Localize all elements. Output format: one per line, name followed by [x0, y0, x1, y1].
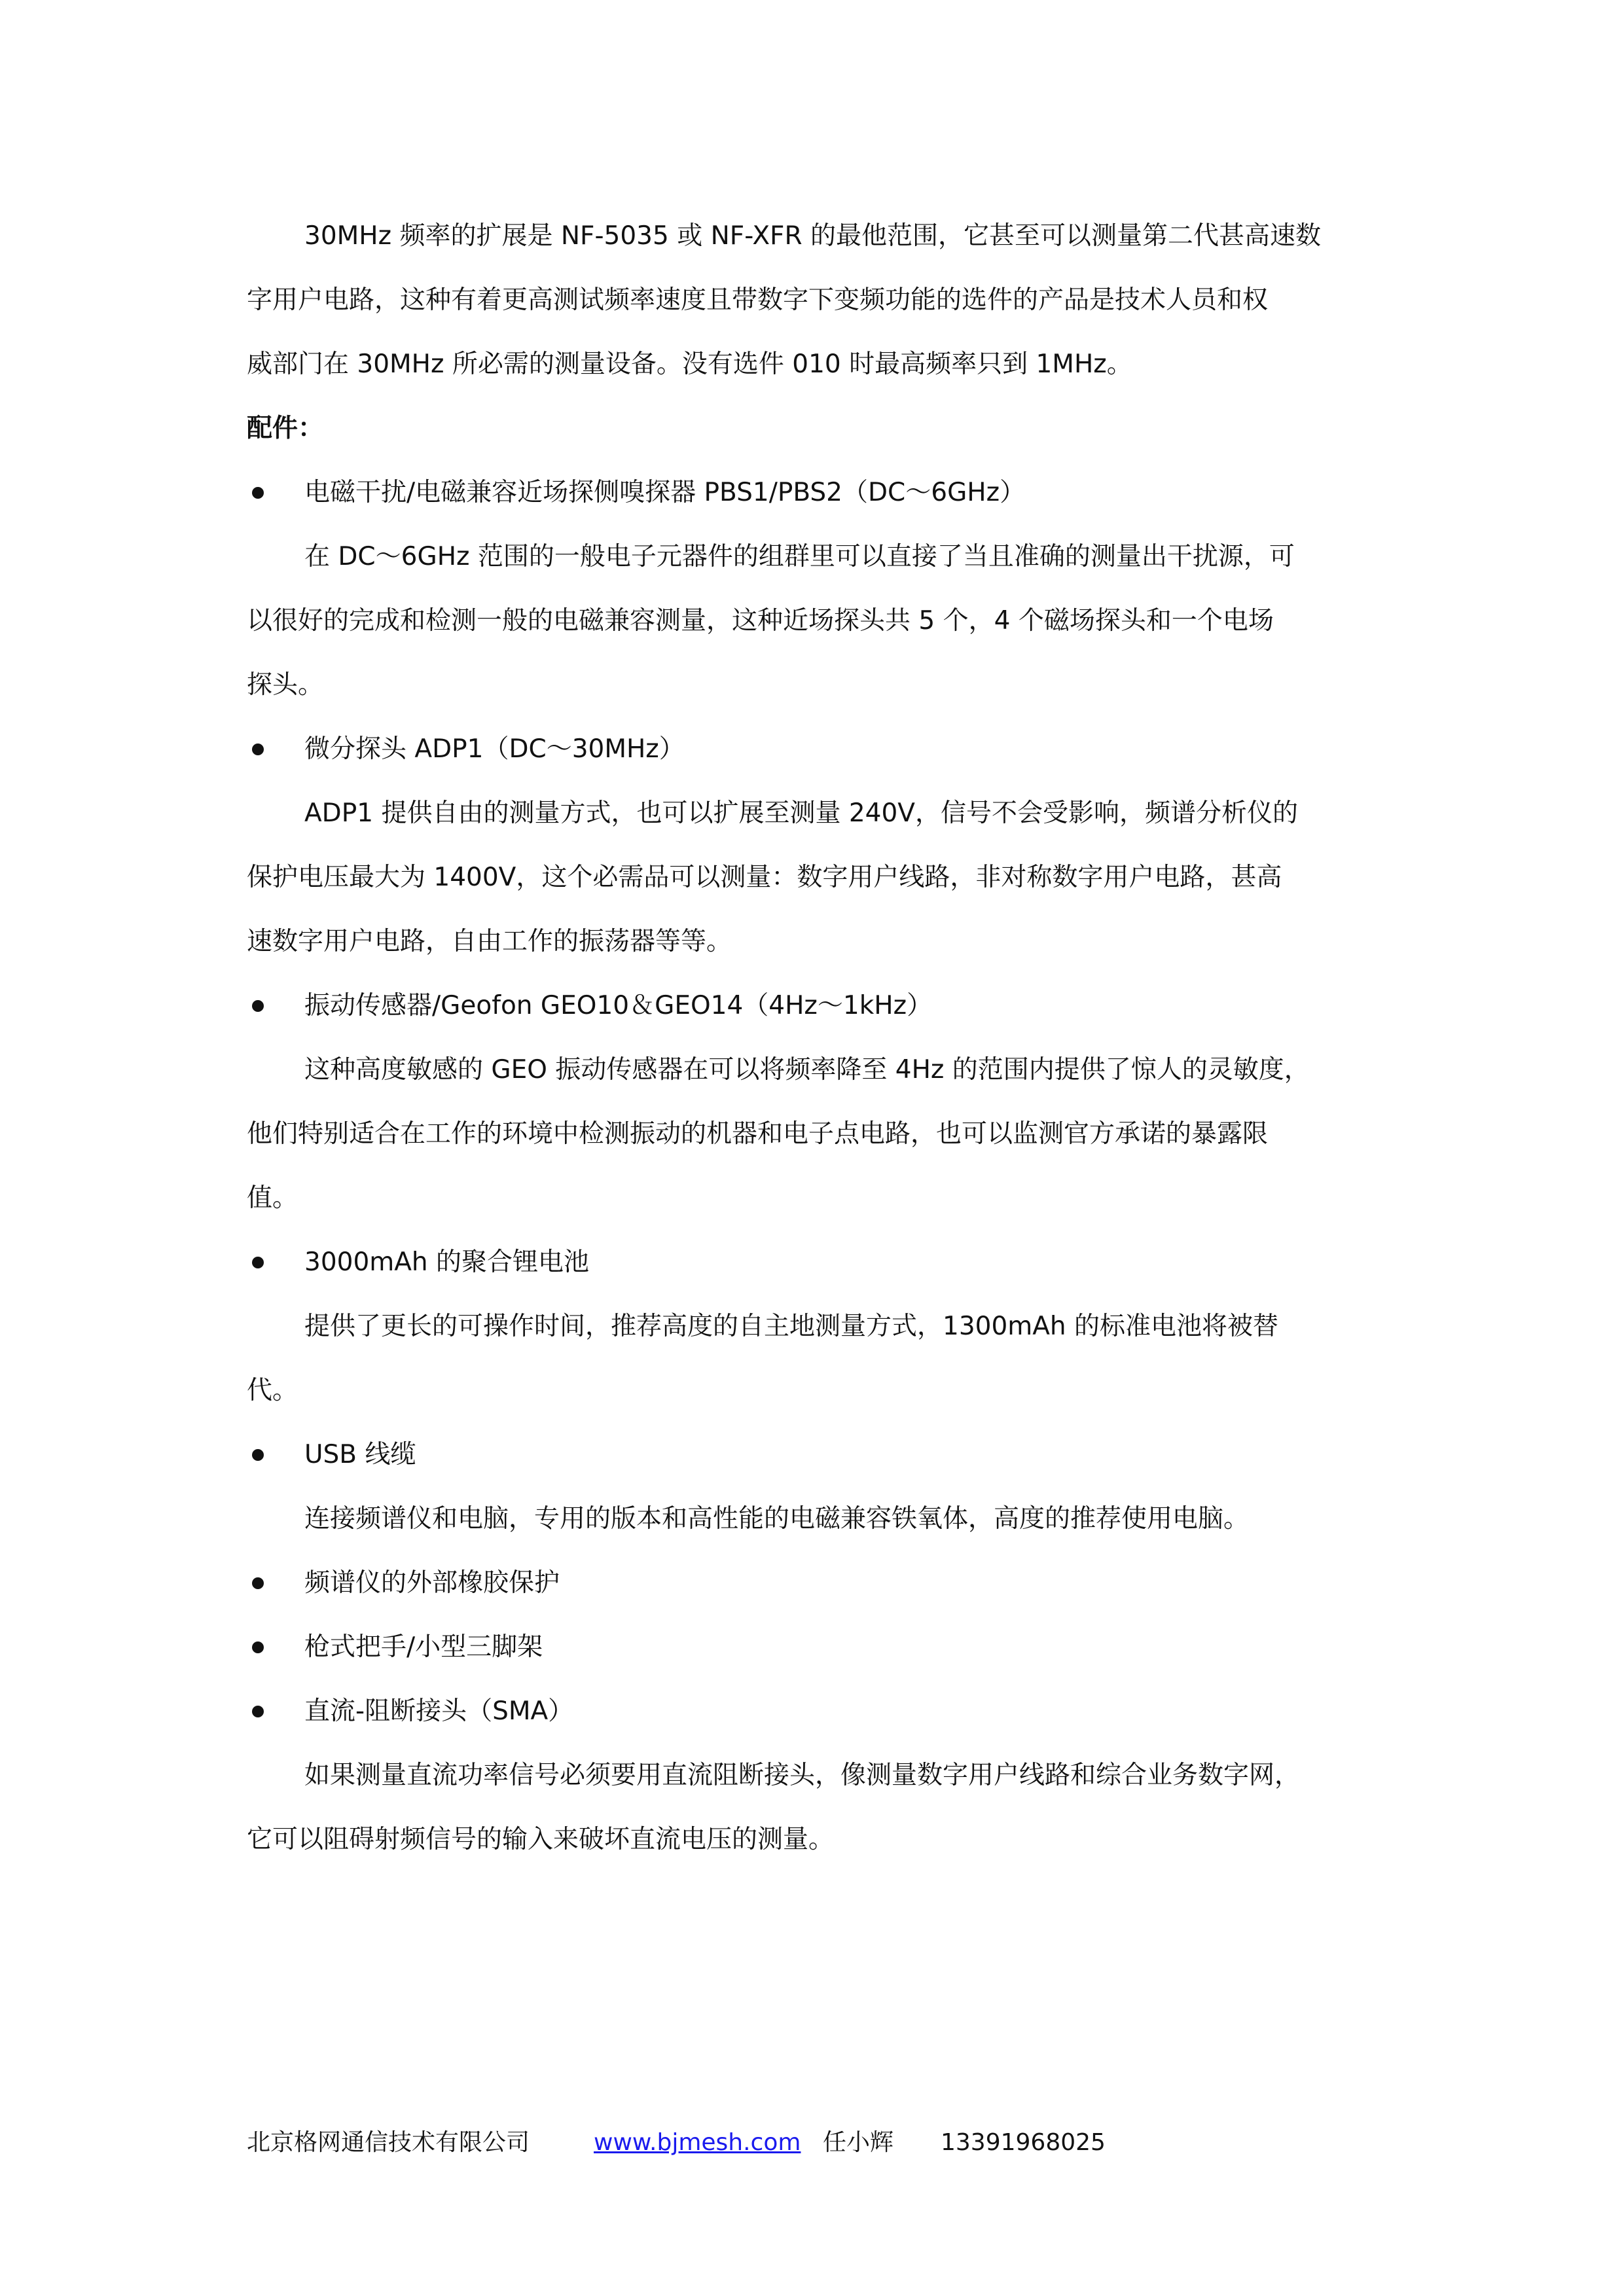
item-desc-line: 探头。 — [247, 670, 324, 700]
footer-website-link[interactable]: www.bjmesh.com — [594, 2129, 801, 2156]
list-item — [247, 461, 1386, 525]
bullet-icon — [252, 1000, 264, 1012]
item-desc-line: 这种高度敏感的 GEO 振动传感器在可以将频率降至 4Hz 的范围内提供了惊人的灵敏度， — [304, 1055, 1310, 1085]
footer-phone: 13391968025 — [941, 2129, 1106, 2156]
item-desc-line: 以很好的完成和检测一般的电磁兼容测量，这种近场探头共 5 个，4 个磁场探头和一个电场 — [247, 606, 1274, 636]
footer-contact-name: 任小辉 — [823, 2129, 894, 2156]
list-item — [247, 1679, 1386, 1744]
item-desc-line: 保护电压最大为 1400V，这个必需品可以测量：数字用户线路，非对称数字用户电路，甚高 — [247, 863, 1282, 892]
bullet-icon — [252, 1577, 264, 1589]
item-desc-line: 他们特别适合在工作的环境中检测振动的机器和电子点电路，也可以监测官方承诺的暴露限 — [247, 1119, 1269, 1149]
bullet-icon — [252, 1641, 264, 1653]
intro-line-1: 30MHz 频率的扩展是 NF-5035 或 NF-XFR 的最他范围，它甚至可以测量第二代甚高速数 — [304, 221, 1321, 251]
item-desc-line: 值。 — [247, 1183, 298, 1213]
list-item — [247, 1551, 1386, 1615]
page-footer — [247, 2123, 1106, 2162]
bullet-icon — [252, 1449, 264, 1461]
list-item — [247, 1423, 1386, 1487]
intro-line-3: 威部门在 30MHz 所必需的测量设备。没有选件 010 时最高频率只到 1MHz。 — [247, 350, 1132, 379]
list-item — [247, 974, 1386, 1038]
intro-line-2: 字用户电路，这种有着更高测试频率速度且带数字下变频功能的选件的产品是技术人员和权 — [247, 285, 1269, 315]
list-item — [247, 1230, 1386, 1295]
item-desc-line: 连接频谱仪和电脑，专用的版本和高性能的电磁兼容铁氧体，高度的推荐使用电脑。 — [304, 1504, 1250, 1534]
item-title-near-field-probe: 电磁干扰/电磁兼容近场探侧嗅探器 PBS1/PBS2（DC～6GHz） — [304, 478, 1026, 507]
page-content — [247, 204, 1386, 1872]
list-item — [247, 717, 1386, 781]
bullet-icon — [252, 487, 264, 499]
item-desc-line: 速数字用户电路，自由工作的振荡器等等。 — [247, 927, 732, 956]
item-desc-line: 在 DC～6GHz 范围的一般电子元器件的组群里可以直接了当且准确的测量出干扰源，可 — [304, 542, 1295, 571]
item-title-rubber-protection: 频谱仪的外部橡胶保护 — [304, 1568, 560, 1598]
bullet-icon — [252, 1706, 264, 1717]
item-title-usb-cable: USB 线缆 — [304, 1440, 416, 1469]
item-desc-line: 提供了更长的可操作时间，推荐高度的自主地测量方式，1300mAh 的标准电池将被替 — [304, 1312, 1279, 1341]
bullet-icon — [252, 1257, 264, 1268]
item-desc-line: 如果测量直流功率信号必须要用直流阻断接头，像测量数字用户线路和综合业务数字网， — [304, 1761, 1301, 1790]
item-title-dc-block: 直流-阻断接头（SMA） — [304, 1696, 574, 1726]
list-item — [247, 1615, 1386, 1679]
item-desc-line: 代。 — [247, 1376, 298, 1405]
bullet-icon — [252, 744, 264, 755]
footer-company: 北京格网通信技术有限公司 — [247, 2129, 530, 2156]
item-desc-line: 它可以阻碍射频信号的输入来破坏直流电压的测量。 — [247, 1825, 835, 1854]
item-title-pistol-grip: 枪式把手/小型三脚架 — [304, 1632, 543, 1662]
item-title-battery: 3000mAh 的聚合锂电池 — [304, 1247, 590, 1277]
accessories-heading: 配件： — [247, 414, 324, 443]
item-title-vibration-sensor: 振动传感器/Geofon GEO10＆GEO14（4Hz～1kHz） — [304, 991, 933, 1020]
item-title-differential-probe: 微分探头 ADP1（DC～30MHz） — [304, 734, 685, 764]
item-desc-line: ADP1 提供自由的测量方式，也可以扩展至测量 240V，信号不会受影响，频谱分析仪的 — [304, 798, 1298, 828]
